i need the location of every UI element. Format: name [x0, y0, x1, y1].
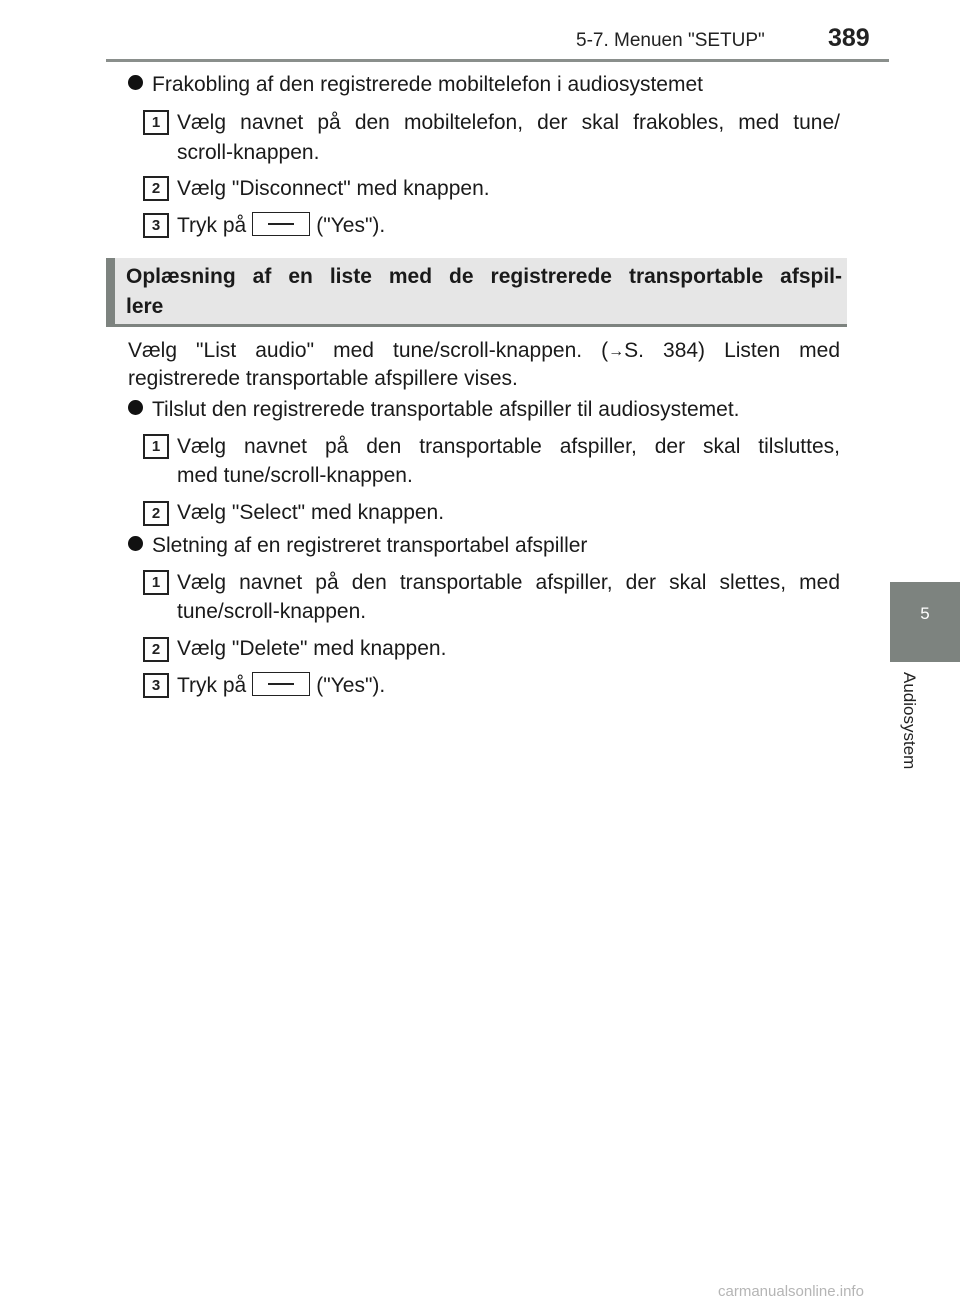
step-number: 2 [143, 176, 169, 201]
heading-line: Oplæsning af en liste med de registrerede transportable afspil- [126, 265, 842, 288]
bullet-item [128, 395, 740, 425]
step-text [177, 211, 385, 241]
step-text: Vælg navnet på den transportable afspiller, der skal slettes, med [177, 571, 840, 594]
paragraph-text: S. 384) Listen med [624, 339, 841, 362]
step-number: 1 [143, 570, 169, 595]
dash-button-icon [252, 212, 310, 236]
step-text: med tune/scroll-knappen. [177, 464, 413, 487]
bullet-icon [128, 400, 143, 415]
bullet-text: Tilslut den registrerede transportable afspiller til audiosystemet. [152, 398, 740, 421]
reference-arrow-icon: → [608, 343, 625, 360]
paragraph-line [128, 336, 840, 367]
bullet-icon [128, 75, 143, 90]
chapter-tab [890, 582, 960, 662]
step-text: Vælg "Delete" med knappen. [177, 637, 447, 660]
step-text-before: Tryk på [177, 214, 247, 237]
step-text: tune/scroll-knappen. [177, 600, 367, 623]
paragraph-line: registrerede transportable afspillere vises. [128, 367, 518, 390]
heading-underline [106, 324, 847, 327]
bullet-item [128, 70, 703, 100]
section-heading [106, 258, 847, 324]
header-rule [106, 59, 889, 62]
step-text-before: Tryk på [177, 674, 247, 697]
bullet-text: Frakobling af den registrerede mobiltelefon i audiosystemet [152, 73, 703, 96]
bullet-icon [128, 536, 143, 551]
step-text: Vælg "Disconnect" med knappen. [177, 177, 490, 200]
dash-button-icon [252, 672, 310, 696]
chapter-number: 5 [920, 604, 930, 623]
step-text-after: ("Yes"). [316, 674, 386, 697]
step-number: 1 [143, 434, 169, 459]
step-text-after: ("Yes"). [316, 214, 386, 237]
step-number: 2 [143, 501, 169, 526]
step-text: Vælg navnet på den mobiltelefon, der skal frakobles, med tune/ [177, 111, 840, 134]
step-number: 1 [143, 110, 169, 135]
watermark: carmanualsonline.info [718, 1283, 864, 1300]
step-number: 2 [143, 637, 169, 662]
heading-accent-bar [106, 258, 115, 324]
step-text: scroll-knappen. [177, 141, 320, 164]
bullet-text: Sletning af en registreret transportabel afspiller [152, 534, 588, 557]
step-text [177, 671, 385, 701]
heading-line: lere [126, 295, 164, 318]
section-title: 5-7. Menuen "SETUP" [576, 30, 765, 51]
step-text: Vælg "Select" med knappen. [177, 501, 445, 524]
bullet-item [128, 531, 587, 561]
chapter-title: Audiosystem [900, 672, 919, 770]
step-number: 3 [143, 213, 169, 238]
step-text: Vælg navnet på den transportable afspiller, der skal tilsluttes, [177, 435, 840, 458]
step-number: 3 [143, 673, 169, 698]
page-number: 389 [828, 24, 870, 52]
heading-text [126, 262, 842, 322]
paragraph-text: Vælg "List audio" med tune/scroll-knappen. ( [128, 339, 609, 362]
